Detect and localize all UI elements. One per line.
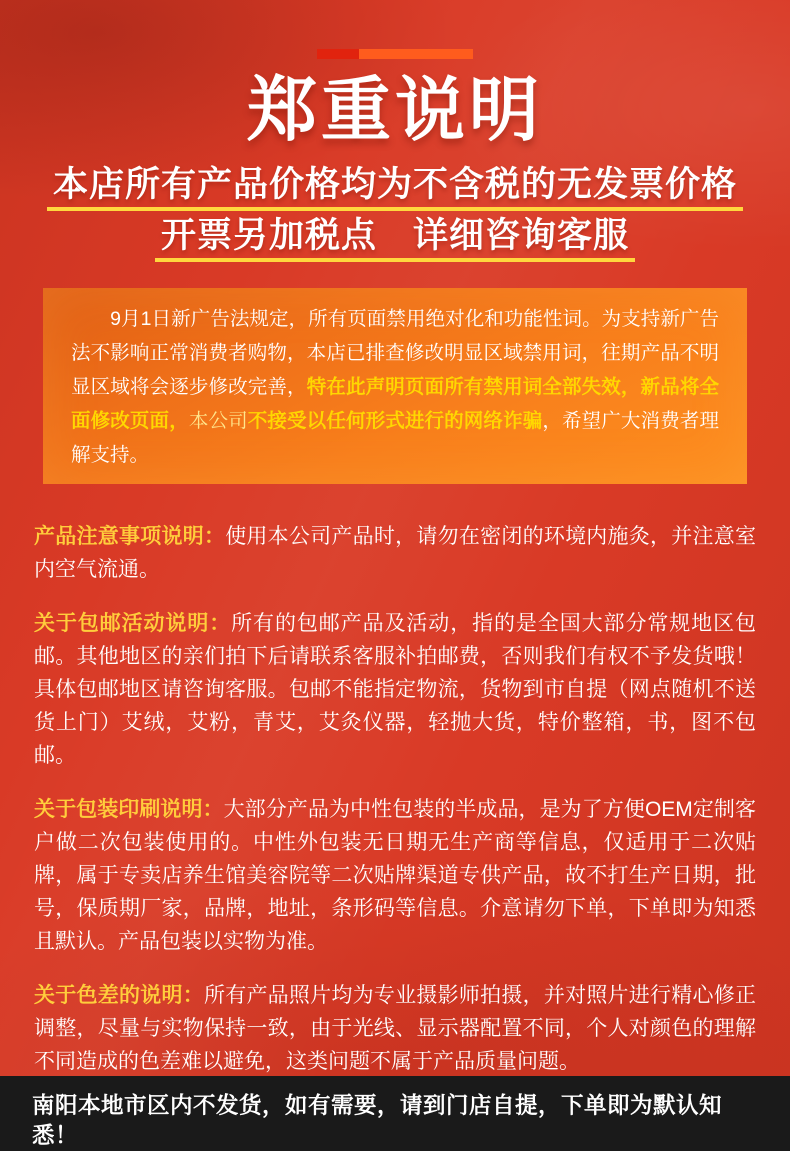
notice-text-segment: ，希望广大消费者理解支持。: [71, 409, 719, 466]
section-body: 所有的包邮产品及活动，指的是全国大部分常规地区包邮。其他地区的亲们拍下后请联系客服补拍邮费，否则我们有权不予发货哦！ 具体包邮地区请咨询客服。包邮不能指定物流，货物到市自提（网点随机不送货上门）艾绒，艾粉，青艾，艾灸仪器，轻抛大货，特价整箱，书，图不包邮。: [34, 611, 756, 767]
notice-text-segment: 本公司: [188, 409, 248, 432]
ad-law-notice-box: [43, 288, 747, 484]
headline-line-2-text: 开票另加税点 详细咨询客服: [155, 215, 635, 262]
section-body: 大部分产品为中性包装的半成品，是为了方便OEM定制客户做二次包装使用的。中性外包装无日期无生产商等信息，仅适用于二次贴牌，属于专卖店养生馆美容院等二次贴牌渠道专供产品，故不打生产日期，批号，保质期厂家，品牌，地址，条形码等信息。介意请勿下单，下单即为知悉且默认。产品包装以实物为准。: [34, 797, 756, 953]
notice-text-segment: 特在此声明页面所有禁用词全部失效，新品将全面修改页面，: [71, 375, 719, 432]
decoration-bar-orange-segment: [359, 49, 473, 59]
notice-section: [34, 607, 756, 772]
section-label: 产品注意事项说明：: [34, 524, 226, 548]
section-body: 所有产品照片均为专业摄影师拍摄，并对照片进行精心修正调整，尽量与实物保持一致，由于光线、显示器配置不同，个人对颜色的理解不同造成的色差难以避免，这类问题不属于产品质量问题。: [34, 983, 757, 1073]
headline-line-1: [0, 164, 790, 211]
price-notice-headlines: [0, 164, 790, 261]
notice-text-segment: 不接受以任何形式进行的网络诈骗: [247, 409, 543, 432]
notice-text-segment: 9月1日新广告法规定，所有页面禁用绝对化和功能性词。为支持新广告法不影响正常消费者购物，本店已排查修改明显区域禁用词，往期产品不明显区域将会逐步修改完善，: [71, 307, 719, 398]
title-decoration-bar: [317, 49, 473, 59]
notice-section: [34, 793, 756, 958]
decoration-bar-dark-segment: [317, 49, 359, 59]
headline-line-2: [0, 215, 790, 262]
local-pickup-notice: 南阳本地市区内不发货，如有需要，请到门店自提，下单即为默认知悉！: [32, 1092, 723, 1148]
headline-line-1-text: 本店所有产品价格均为不含税的无发票价格: [47, 164, 743, 211]
page-title: 郑重说明: [247, 71, 543, 149]
sections-container: [34, 520, 756, 1078]
section-body: 使用本公司产品时，请勿在密闭的环境内施灸，并注意室内空气流通。: [34, 524, 757, 581]
ad-law-notice-text: [71, 308, 719, 466]
notice-section: [34, 979, 756, 1078]
notice-section: [34, 520, 756, 586]
section-label: 关于包邮活动说明：: [34, 611, 232, 635]
section-label: 关于包装印刷说明：: [34, 797, 224, 821]
section-label: 关于色差的说明：: [34, 983, 204, 1007]
